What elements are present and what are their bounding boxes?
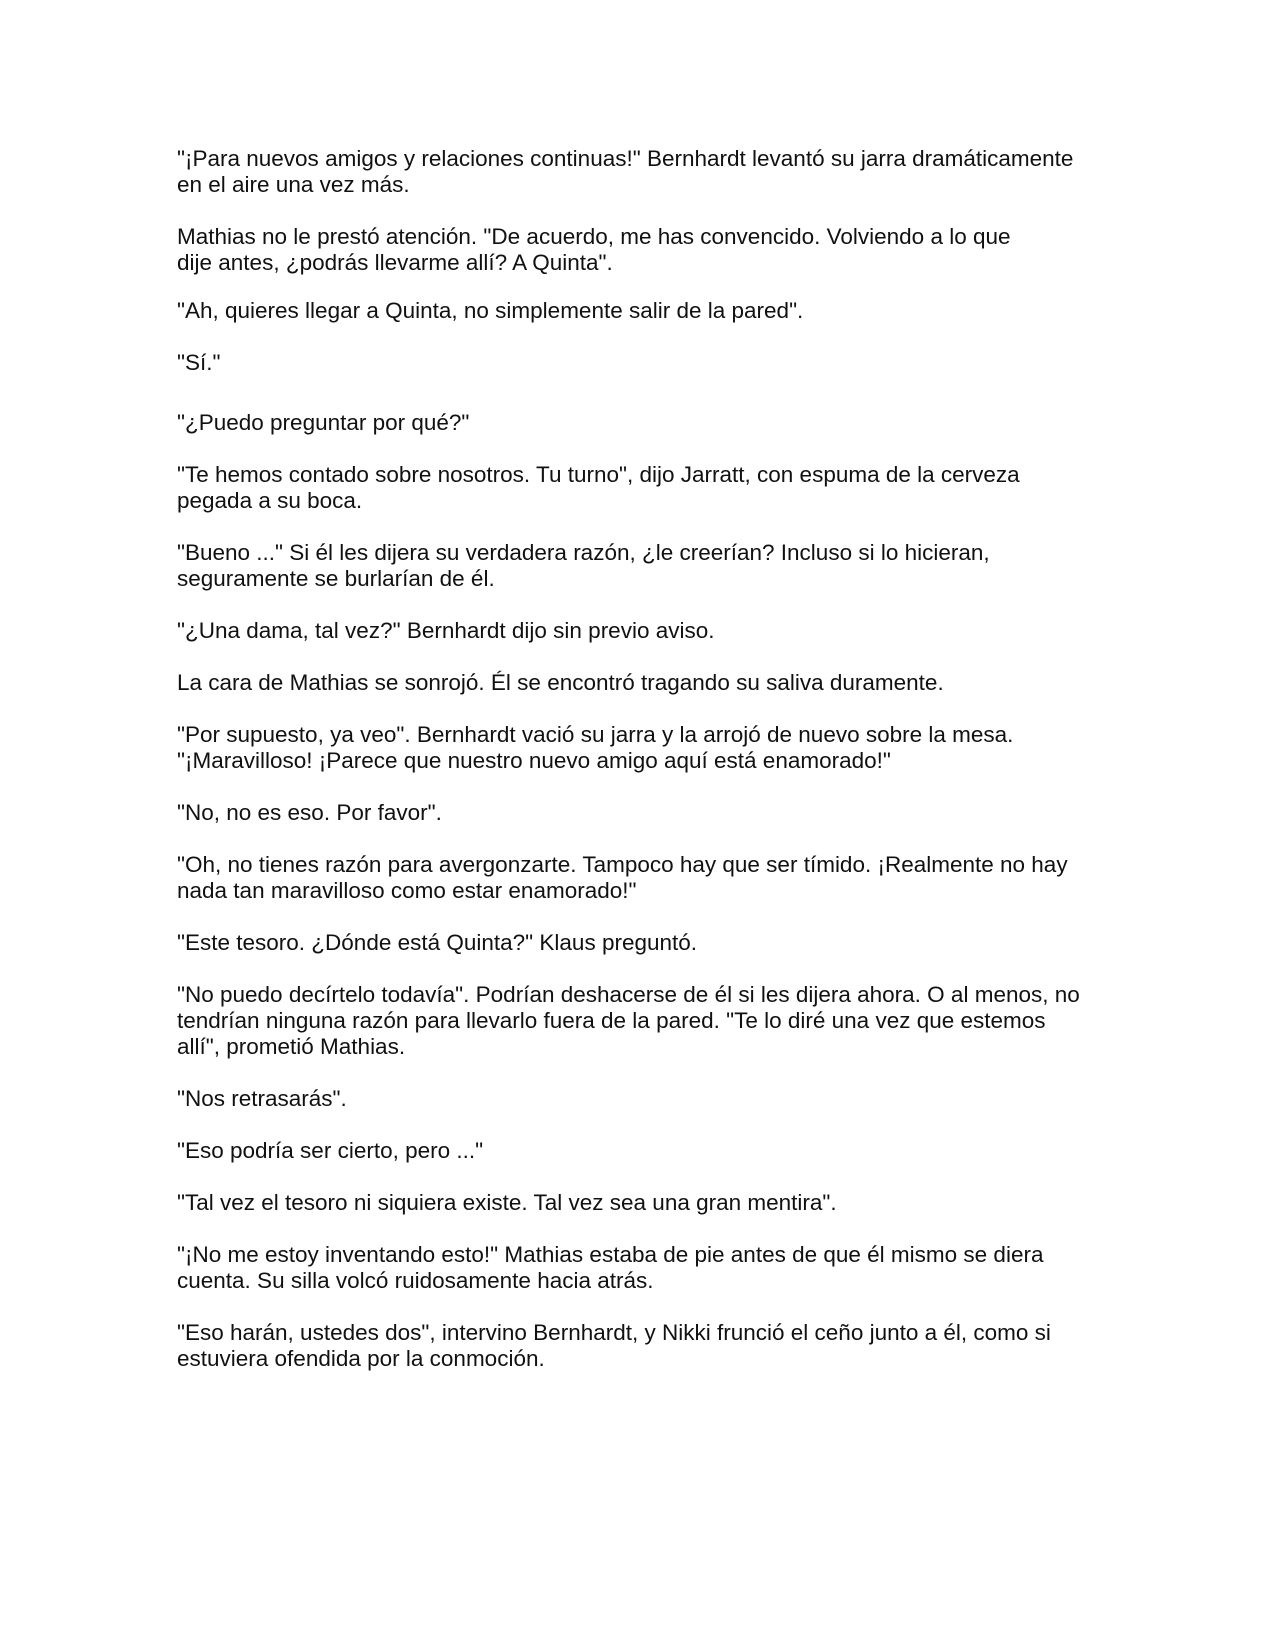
paragraph: "¿Una dama, tal vez?" Bernhardt dijo sin previo aviso. bbox=[177, 618, 715, 643]
paragraph: "Oh, no tienes razón para avergonzarte. Tampoco hay que ser tímido. ¡Realmente no hay nada tan maravilloso como estar enamorado!" bbox=[177, 852, 1068, 903]
paragraph: "¿Puedo preguntar por qué?" bbox=[177, 410, 470, 435]
paragraph: "No, no es eso. Por favor". bbox=[177, 800, 442, 825]
paragraph: "Sí." bbox=[177, 350, 221, 375]
paragraph: "Te hemos contado sobre nosotros. Tu turno", dijo Jarratt, con espuma de la cerveza pegada a su boca. bbox=[177, 462, 1020, 513]
paragraph: "¡No me estoy inventando esto!" Mathias estaba de pie antes de que él mismo se diera cuenta. Su silla volcó ruidosamente hacia atrás. bbox=[177, 1242, 1044, 1293]
paragraph: "¡Para nuevos amigos y relaciones continuas!" Bernhardt levantó su jarra dramáticamente en el aire una vez más. bbox=[177, 146, 1074, 197]
paragraph: "Eso podría ser cierto, pero ..." bbox=[177, 1138, 484, 1163]
paragraph: "Por supuesto, ya veo". Bernhardt vació su jarra y la arrojó de nuevo sobre la mesa. "¡Maravilloso! ¡Parece que nuestro nuevo amigo aquí está enamorado!" bbox=[177, 722, 1014, 773]
paragraph: "Bueno ..." Si él les dijera su verdadera razón, ¿le creerían? Incluso si lo hicieran, seguramente se burlarían de él. bbox=[177, 540, 990, 591]
paragraph: "Ah, quieres llegar a Quinta, no simplemente salir de la pared". bbox=[177, 298, 804, 323]
paragraph: "Este tesoro. ¿Dónde está Quinta?" Klaus preguntó. bbox=[177, 930, 698, 955]
paragraph: "Nos retrasarás". bbox=[177, 1086, 347, 1111]
paragraph: Mathias no le prestó atención. "De acuerdo, me has convencido. Volviendo a lo que dije antes, ¿podrás llevarme allí? A Quinta". bbox=[177, 224, 1011, 275]
paragraph: La cara de Mathias se sonrojó. Él se encontró tragando su saliva duramente. bbox=[177, 670, 944, 695]
paragraph: "Tal vez el tesoro ni siquiera existe. Tal vez sea una gran mentira". bbox=[177, 1190, 837, 1215]
paragraph: "No puedo decírtelo todavía". Podrían deshacerse de él si les dijera ahora. O al menos, no tendrían ninguna razón para llevarlo fuera de la pared. "Te lo diré una vez que estemos allí", prometió Mathias. bbox=[177, 982, 1080, 1059]
text-body bbox=[177, 146, 1107, 1372]
paragraph: "Eso harán, ustedes dos", intervino Bernhardt, y Nikki frunció el ceño junto a él, como si estuviera ofendida por la conmoción. bbox=[177, 1320, 1051, 1371]
